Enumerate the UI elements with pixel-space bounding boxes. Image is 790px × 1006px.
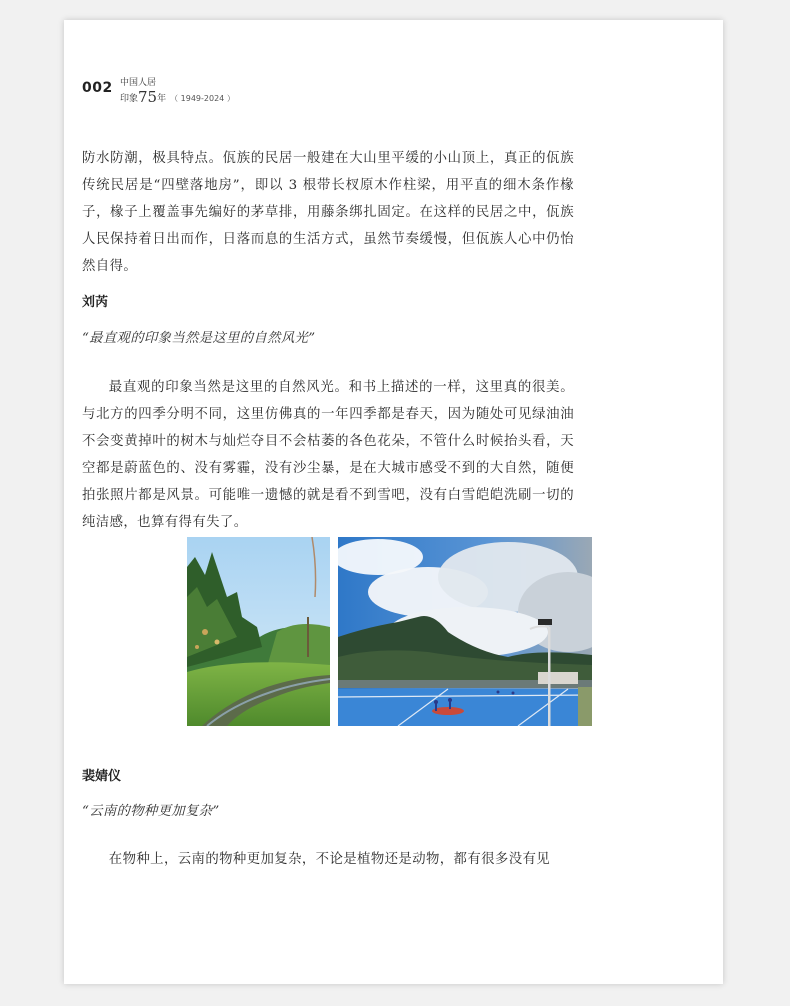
book-title-line1: 中国人居 bbox=[120, 78, 157, 88]
intro-paragraph: 防水防潮，极具特点。佤族的民居一般建在大山里平缓的小山顶上，真正的佤族传统民居是“四壁落地房”，即以 3 根带长杈原木作柱梁，用平直的细木条作椽子，椽子上覆盖事先编好的茅草排，用藤条绑扎固定。在这样的民居之中，佤族人民保持着日出而作，日落而息的生活方式，虽然节奏缓慢，但佤族人心中仍怡然自得。 bbox=[82, 151, 574, 274]
intro-paragraph-block bbox=[82, 145, 574, 280]
section-1-quote-block bbox=[82, 327, 574, 346]
book-title bbox=[120, 78, 235, 107]
mountain-court-image bbox=[338, 537, 592, 726]
book-title-number: 75 bbox=[138, 88, 158, 106]
mountain-court-photo bbox=[338, 537, 592, 726]
book-title-years: （ 1949-2024 ） bbox=[170, 94, 235, 103]
forest-stream-image bbox=[187, 537, 330, 726]
speaker-name: 裴婧仪 bbox=[82, 769, 122, 784]
pull-quote: “最直观的印象当然是这里的自然风光” bbox=[82, 331, 316, 346]
section-1-body-block bbox=[82, 374, 574, 536]
speaker-name: 刘芮 bbox=[82, 295, 109, 310]
body-paragraph: 最直观的印象当然是这里的自然风光。和书上描述的一样，这里真的很美。与北方的四季分明不同，这里仿佛真的一年四季都是春天，因为随处可见绿油油不会变黄掉叶的树木与灿烂夺目不会枯萎的各色花朵，不管什么时候抬头看，天空都是蔚蓝色的、没有雾霾，没有沙尘暴，是在大城市感受不到的大自然，随便拍张照片都是风景。可能唯一遗憾的就是看不到雪吧，没有白雪皑皑洗刷一切的纯洁感，也算有得有失了。 bbox=[82, 380, 574, 530]
section-2-quote-block bbox=[82, 800, 574, 819]
forest-stream-photo bbox=[187, 537, 330, 726]
section-2-body-block bbox=[82, 846, 574, 873]
pull-quote: “云南的物种更加复杂” bbox=[82, 804, 220, 819]
book-title-suffix: 年 bbox=[157, 94, 167, 104]
section-1-speaker-block bbox=[82, 291, 574, 310]
body-paragraph: 在物种上，云南的物种更加复杂，不论是植物还是动物，都有很多没有见 bbox=[108, 852, 551, 867]
page-number: 002 bbox=[82, 80, 113, 96]
section-2-speaker-block bbox=[82, 765, 574, 784]
book-title-prefix: 印象 bbox=[120, 94, 139, 104]
